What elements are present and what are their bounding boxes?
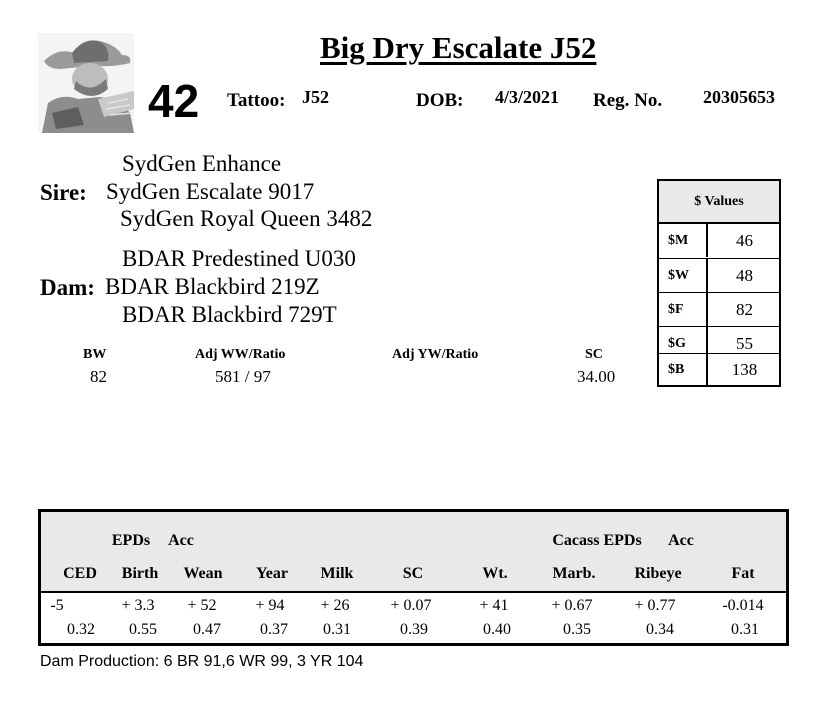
sire-dam: SydGen Royal Queen 3482 — [120, 206, 373, 231]
cowboy-photo-icon — [38, 33, 134, 133]
epd-value: -0.014 — [722, 597, 764, 614]
dam-sire: BDAR Predestined U030 — [122, 246, 356, 271]
epd-value: + 0.07 — [390, 597, 432, 614]
animal-name-title: Big Dry Escalate J52 — [320, 30, 597, 65]
epd-value: + 0.77 — [634, 597, 676, 614]
epd-col-header: SC — [402, 565, 424, 582]
epd-table — [38, 509, 789, 646]
epd-value: + 26 — [320, 597, 350, 614]
acc-value: 0.39 — [400, 621, 428, 638]
dollar-value-label: $W — [659, 259, 708, 292]
sire-name: SydGen Escalate 9017 — [106, 179, 315, 204]
bw-label: BW — [83, 347, 107, 362]
carcass-epd-label: Cacass EPDs — [552, 532, 642, 549]
dollar-value: 55 — [736, 333, 753, 353]
epd-value: + 3.3 — [121, 597, 155, 614]
adj-yw-label: Adj YW/Ratio — [392, 347, 479, 362]
acc-value: 0.37 — [260, 621, 288, 638]
dam-dam: BDAR Blackbird 729T — [122, 302, 337, 327]
tattoo-label: Tattoo: — [227, 90, 286, 111]
dollar-value-row — [659, 353, 779, 386]
dollar-value: 48 — [736, 265, 753, 285]
epd-value: + 94 — [255, 597, 285, 614]
adj-ww-value: 581 / 97 — [215, 367, 271, 386]
dollar-value-label: $B — [659, 354, 708, 386]
epd-value: + 52 — [187, 597, 217, 614]
acc-value: 0.34 — [646, 621, 674, 638]
sc-value: 34.00 — [577, 367, 616, 386]
carcass-acc-label: Acc — [668, 532, 694, 549]
bw-value: 82 — [90, 367, 107, 386]
acc-value: 0.31 — [731, 621, 759, 638]
dollar-value-row — [659, 292, 779, 326]
epd-col-header: CED — [63, 565, 97, 582]
acc-value: 0.47 — [193, 621, 221, 638]
epd-value: + 0.67 — [551, 597, 593, 614]
dam-production: Dam Production: 6 BR 91,6 WR 99, 3 YR 104 — [40, 653, 364, 670]
dam-label: Dam: — [40, 275, 95, 300]
dam-name: BDAR Blackbird 219Z — [105, 274, 320, 299]
dollar-value-label: $M — [659, 224, 708, 257]
epd-group-acc-label: Acc — [168, 532, 194, 549]
dollar-value: 46 — [736, 230, 753, 250]
sire-label: Sire: — [40, 180, 87, 205]
dollar-value: 138 — [731, 360, 758, 379]
reg-value: 20305653 — [703, 87, 775, 107]
dob-value: 4/3/2021 — [495, 87, 560, 107]
epd-col-header: Marb. — [552, 565, 596, 582]
dob-label: DOB: — [416, 90, 464, 111]
tattoo-value: J52 — [302, 87, 329, 107]
dollar-values-table — [657, 179, 781, 387]
epd-col-header: Fat — [731, 565, 755, 582]
epd-value: -5 — [50, 597, 64, 614]
reg-label: Reg. No. — [593, 90, 663, 111]
epd-col-header: Wean — [183, 565, 223, 582]
dollar-value-label: $G — [659, 327, 708, 360]
dollar-values-title: $ Values — [659, 181, 779, 224]
dollar-value-row — [659, 258, 779, 292]
epd-col-header: Wt. — [482, 565, 508, 582]
epd-col-header: Milk — [320, 565, 354, 582]
acc-value: 0.40 — [483, 621, 511, 638]
dollar-value-row — [659, 224, 779, 257]
epd-value: + 41 — [479, 597, 509, 614]
adj-ww-label: Adj WW/Ratio — [195, 347, 286, 362]
epd-col-header: Ribeye — [634, 565, 682, 582]
acc-value: 0.35 — [563, 621, 591, 638]
lot-number: 42 — [148, 75, 200, 127]
acc-value: 0.32 — [67, 621, 95, 638]
acc-value: 0.31 — [323, 621, 351, 638]
epd-col-header: Year — [256, 565, 288, 582]
acc-value: 0.55 — [129, 621, 157, 638]
sire-sire: SydGen Enhance — [122, 151, 282, 176]
dollar-value-label: $F — [659, 293, 708, 326]
epd-col-header: Birth — [121, 565, 159, 582]
epd-group-label: EPDs — [111, 532, 151, 549]
sc-label: SC — [585, 347, 603, 362]
dollar-value: 82 — [736, 299, 753, 319]
